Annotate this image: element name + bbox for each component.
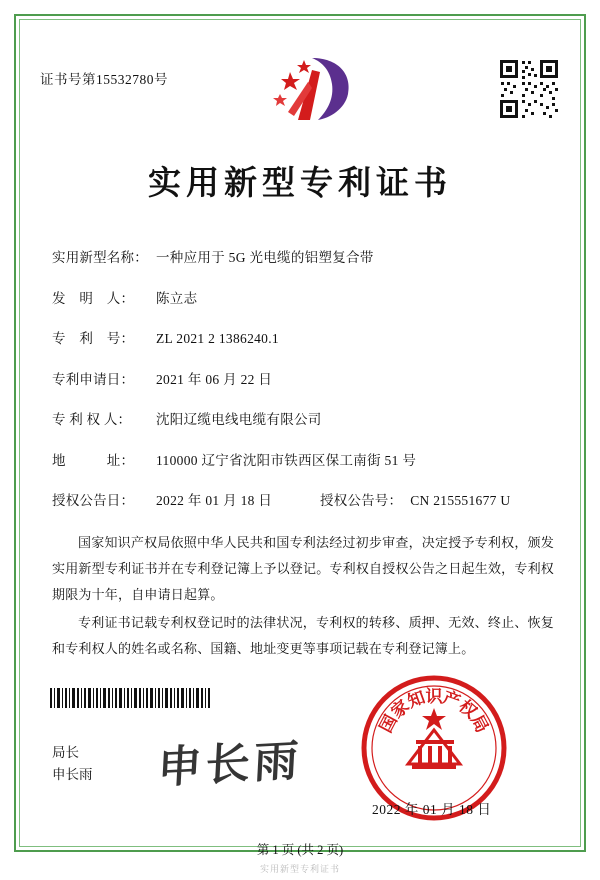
certificate-header	[40, 40, 560, 135]
patent-office-logo-icon	[268, 52, 356, 124]
field-label: 地 址：	[52, 452, 135, 468]
handwritten-signature: 申长雨	[156, 735, 304, 794]
svg-text:识: 识	[425, 687, 443, 707]
field-label: 专利申请日：	[52, 371, 135, 387]
director-block	[52, 742, 93, 785]
svg-text:权: 权	[454, 696, 481, 723]
certificate-number: 证书号第15532780号	[40, 72, 168, 87]
seal-date: 2022 年 01 月 18 日	[372, 802, 492, 817]
field-row-patent-number	[52, 327, 560, 347]
field-row-inventor	[52, 287, 560, 307]
field-row-application-date	[52, 368, 560, 388]
field-row-grant-publication	[52, 489, 560, 509]
field-row-address	[52, 449, 560, 469]
field-label: 实用新型名称：	[52, 250, 148, 265]
legal-paragraph: 专利证书记载专利权登记时的法律状况，专利权的转移、质押、无效、终止、恢复和专利权人的姓名或名称、国籍、地址变更等事项记载在专利登记簿上。	[52, 614, 554, 656]
director-title: 局长	[52, 745, 79, 760]
legal-paragraph: 国家知识产权局依照中华人民共和国专利法经过初步审查，决定授予专利权，颁发实用新型专利证书并在专利登记簿上予以登记。专利权自授权公告之日起生效，专利权期限为十年，自申请日起算。	[52, 534, 554, 602]
qr-code-icon	[498, 58, 560, 120]
svg-text:知: 知	[405, 687, 428, 713]
field-value: CN 215551677 U	[410, 493, 511, 508]
page-title: 实用新型专利证书	[148, 163, 452, 202]
field-value: 一种应用于 5G 光电缆的铝塑复合带	[156, 250, 374, 265]
field-value: 110000 辽宁省沈阳市铁西区保工南街 51 号	[156, 452, 417, 468]
field-value: ZL 2021 2 1386240.1	[156, 331, 279, 346]
grant-date-group	[52, 489, 320, 509]
barcode-icon	[50, 688, 210, 708]
grant-number-group	[320, 489, 510, 509]
svg-text:产: 产	[440, 687, 463, 713]
field-row-utility-model-name	[52, 246, 560, 266]
field-value: 2021 年 06 月 22 日	[156, 371, 273, 387]
field-label: 专 利 权 人：	[52, 412, 132, 427]
svg-text:局: 局	[466, 711, 492, 737]
field-value: 沈阳辽缆电线电缆有限公司	[156, 412, 322, 427]
certificate-content	[40, 40, 560, 857]
page-number: 第 1 页 (共 2 页)	[256, 843, 344, 857]
field-label: 授权公告号：	[320, 493, 403, 508]
director-name: 申长雨	[52, 766, 93, 782]
certificate-footer	[40, 688, 560, 838]
field-label: 授权公告日：	[52, 493, 135, 508]
bottom-strip-text: 实用新型专利证书	[259, 864, 340, 874]
field-value: 陈立志	[156, 290, 198, 306]
svg-text:家: 家	[387, 696, 414, 723]
field-list	[40, 246, 560, 509]
field-label: 专 利 号：	[52, 331, 135, 346]
field-row-patentee	[52, 408, 560, 428]
legal-text-block	[40, 530, 560, 662]
svg-text:国: 国	[376, 711, 402, 737]
field-label: 发 明 人：	[52, 290, 135, 306]
field-value: 2022 年 01 月 18 日	[156, 493, 273, 508]
